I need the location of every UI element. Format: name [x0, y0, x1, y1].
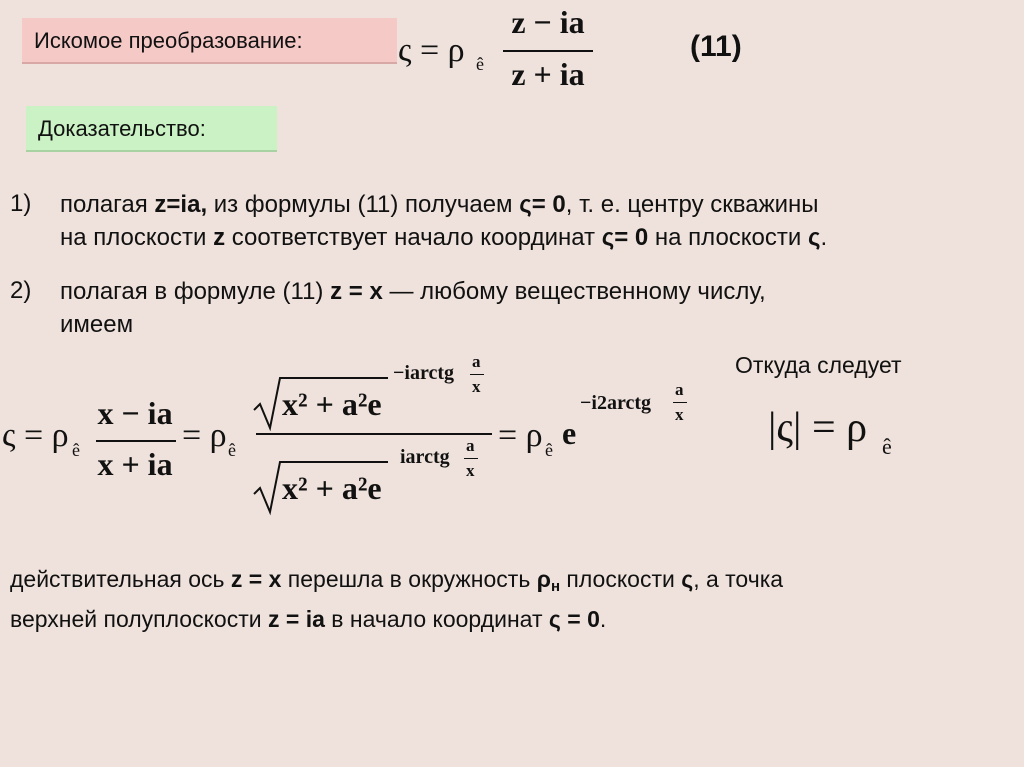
frac1-numerator: x − ia	[97, 395, 173, 431]
formula-sub-2: ê	[228, 440, 236, 460]
exp-top-a: a	[472, 352, 481, 371]
eq-lhs: ς = ρ	[398, 32, 465, 69]
summary-text: действительная ось z = x перешла в окружность ρн плоскости ς, а точка верхней полуплоскости z = ia в начало координат ς = 0.	[10, 566, 784, 632]
eq-numerator: z − ia	[511, 4, 585, 40]
conclusion-label: Откуда следует	[735, 352, 902, 378]
transform-title: Искомое преобразование:	[22, 18, 397, 64]
exp-final-line	[673, 402, 687, 403]
exp-bottom: iarctg	[400, 446, 450, 468]
exp-final-x: x	[675, 405, 684, 424]
exp-final-a: a	[675, 380, 684, 399]
formula-eq-2: = ρ	[182, 417, 227, 454]
item-2-text: полагая в формуле (11) z = x — любому вещественному числу, имеем	[60, 278, 766, 338]
eq-denominator: z + ia	[511, 56, 585, 92]
eq-fraction-line	[503, 50, 593, 52]
formula-e: e	[562, 415, 577, 451]
item-1-number: 1)	[10, 190, 32, 217]
result-sub: ê	[882, 434, 892, 459]
sqrt-body-top: x² + a²e	[282, 386, 382, 422]
equation-number: (11)	[690, 30, 742, 63]
big-fraction-line	[256, 433, 492, 435]
item-1-text: полагая z=ia, из формулы (11) получаем ς= 0, т. е. центру скважины на плоскости z соответствует начало координат ς= 0 на плоскости ς.	[60, 191, 828, 251]
exp-final: −i2arctg	[580, 392, 652, 414]
item-2-number: 2)	[10, 277, 32, 304]
exp-bottom-x: x	[466, 461, 475, 480]
formula-sub-3: ê	[545, 440, 553, 460]
exp-top-x: x	[472, 377, 481, 396]
proof-label: Доказательство:	[26, 106, 277, 152]
frac1-denominator: x + ia	[97, 446, 173, 482]
formula-sub-1: ê	[72, 440, 80, 460]
formula-eq-3: = ρ	[498, 417, 543, 454]
eq-sub: ê	[476, 54, 484, 74]
exp-bottom-a: a	[466, 436, 475, 455]
sqrt-body-bottom: x² + a²e	[282, 470, 382, 506]
exp-top: −iarctg	[393, 362, 455, 384]
frac1-line	[96, 440, 176, 442]
result-expression: |ς| = ρ	[768, 405, 868, 451]
exp-bottom-line	[464, 458, 478, 459]
exp-top-line	[470, 374, 484, 375]
formula-lhs: ς = ρ	[2, 417, 69, 454]
